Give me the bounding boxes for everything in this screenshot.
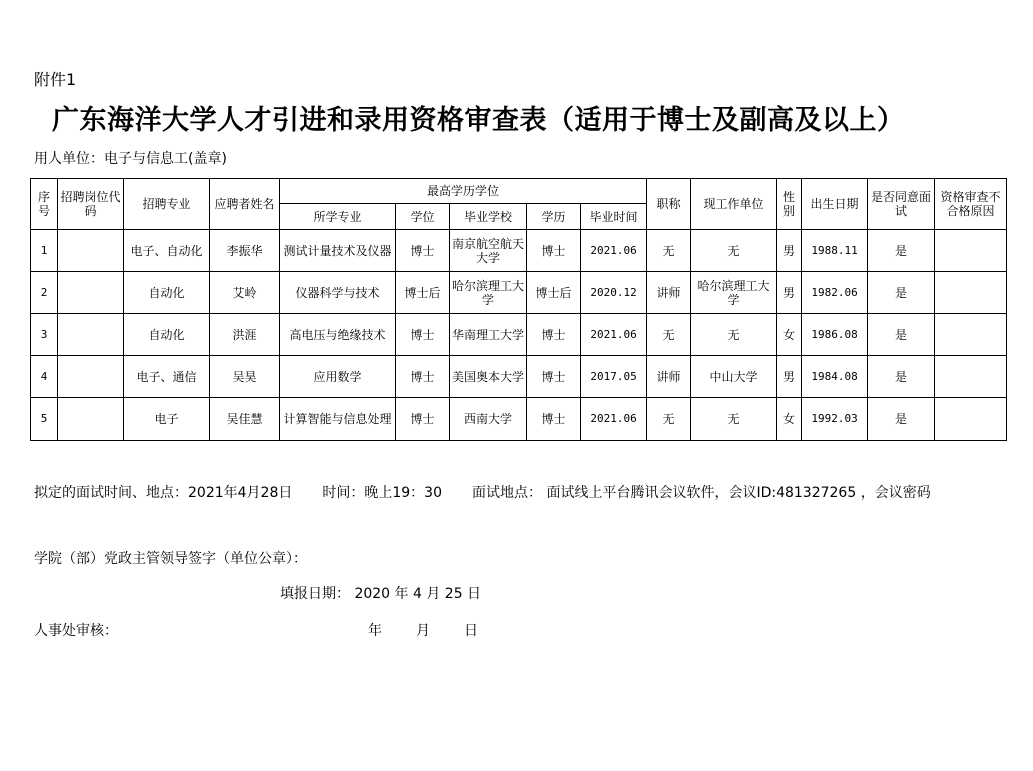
cell-title: 讲师 [647, 356, 691, 398]
cell-title: 无 [647, 398, 691, 441]
cell-workplace: 哈尔滨理工大学 [691, 272, 777, 314]
cell-post-code [58, 230, 124, 272]
header-grad-time: 毕业时间 [581, 204, 647, 230]
header-row-1 [31, 179, 1007, 204]
employer-unit-line: 用人单位：电子与信息工(盖章) [34, 151, 227, 167]
cell-major: 自动化 [124, 314, 210, 356]
cell-agree: 是 [868, 230, 935, 272]
year-label: 年 [368, 623, 382, 639]
cell-study-major: 测试计量技术及仪器 [280, 230, 396, 272]
cell-gender: 男 [777, 272, 802, 314]
header-seq: 序号 [31, 179, 58, 230]
cell-birth: 1988.11 [802, 230, 868, 272]
cell-education: 博士 [527, 398, 581, 441]
header-name: 应聘者姓名 [210, 179, 280, 230]
header-study-major: 所学专业 [280, 204, 396, 230]
cell-seq: 3 [31, 314, 58, 356]
cell-reason [935, 356, 1007, 398]
table-row [31, 398, 1007, 441]
cell-degree: 博士 [396, 230, 450, 272]
cell-name: 李振华 [210, 230, 280, 272]
cell-reason [935, 272, 1007, 314]
cell-workplace: 无 [691, 314, 777, 356]
cell-study-major: 应用数学 [280, 356, 396, 398]
table-row [31, 230, 1007, 272]
cell-birth: 1984.08 [802, 356, 868, 398]
document-title: 广东海洋大学人才引进和录用资格审查表（适用于博士及副高及以上） [52, 105, 905, 136]
leader-signature-line: 学院（部）党政主管领导签字（单位公章）： [34, 551, 307, 567]
cell-degree: 博士 [396, 398, 450, 441]
qualification-table [30, 178, 1007, 441]
cell-seq: 1 [31, 230, 58, 272]
cell-reason [935, 398, 1007, 441]
interview-place: 面试地点： 面试线上平台腾讯会议软件，会议ID:481327265 ，会议密码 [472, 485, 931, 501]
month-label: 月 [416, 623, 430, 639]
cell-title: 讲师 [647, 272, 691, 314]
interview-info-line [34, 482, 1006, 502]
cell-workplace: 无 [691, 398, 777, 441]
cell-gender: 女 [777, 398, 802, 441]
header-birth: 出生日期 [802, 179, 868, 230]
table-row [31, 272, 1007, 314]
cell-workplace: 无 [691, 230, 777, 272]
cell-post-code [58, 398, 124, 441]
cell-grad-time: 2020.12 [581, 272, 647, 314]
cell-education: 博士 [527, 356, 581, 398]
cell-seq: 5 [31, 398, 58, 441]
cell-gender: 女 [777, 314, 802, 356]
header-workplace: 现工作单位 [691, 179, 777, 230]
cell-seq: 2 [31, 272, 58, 314]
cell-major: 自动化 [124, 272, 210, 314]
attachment-label: 附件1 [34, 70, 77, 89]
hr-review-date [368, 620, 512, 640]
cell-school: 西南大学 [450, 398, 527, 441]
cell-degree: 博士后 [396, 272, 450, 314]
cell-post-code [58, 356, 124, 398]
cell-gender: 男 [777, 356, 802, 398]
cell-study-major: 仪器科学与技术 [280, 272, 396, 314]
interview-time: 时间：晚上19：30 [322, 485, 442, 501]
cell-title: 无 [647, 230, 691, 272]
cell-school: 南京航空航天大学 [450, 230, 527, 272]
cell-grad-time: 2021.06 [581, 230, 647, 272]
interview-date: 拟定的面试时间、地点：2021年4月28日 [34, 485, 293, 501]
cell-school: 美国奥本大学 [450, 356, 527, 398]
cell-agree: 是 [868, 272, 935, 314]
day-label: 日 [464, 623, 478, 639]
cell-agree: 是 [868, 356, 935, 398]
cell-name: 吴佳慧 [210, 398, 280, 441]
header-title: 职称 [647, 179, 691, 230]
cell-degree: 博士 [396, 314, 450, 356]
table-row [31, 314, 1007, 356]
cell-post-code [58, 314, 124, 356]
cell-education: 博士 [527, 230, 581, 272]
header-agree: 是否同意面试 [868, 179, 935, 230]
cell-grad-time: 2021.06 [581, 314, 647, 356]
cell-education: 博士后 [527, 272, 581, 314]
cell-agree: 是 [868, 398, 935, 441]
header-reason: 资格审查不合格原因 [935, 179, 1007, 230]
header-education: 学历 [527, 204, 581, 230]
header-post-code: 招聘岗位代码 [58, 179, 124, 230]
cell-study-major: 计算智能与信息处理 [280, 398, 396, 441]
cell-birth: 1986.08 [802, 314, 868, 356]
cell-school: 华南理工大学 [450, 314, 527, 356]
hr-review-label: 人事处审核： [34, 623, 118, 639]
cell-name: 艾岭 [210, 272, 280, 314]
cell-reason [935, 314, 1007, 356]
cell-post-code [58, 272, 124, 314]
header-gender: 性别 [777, 179, 802, 230]
table-row [31, 356, 1007, 398]
fill-date-line: 填报日期： 2020 年 4 月 25 日 [280, 586, 482, 602]
cell-school: 哈尔滨理工大学 [450, 272, 527, 314]
cell-major: 电子、自动化 [124, 230, 210, 272]
cell-seq: 4 [31, 356, 58, 398]
header-degree-group: 最高学历学位 [280, 179, 647, 204]
header-major: 招聘专业 [124, 179, 210, 230]
cell-reason [935, 230, 1007, 272]
header-school: 毕业学校 [450, 204, 527, 230]
cell-name: 洪涯 [210, 314, 280, 356]
cell-major: 电子、通信 [124, 356, 210, 398]
cell-birth: 1992.03 [802, 398, 868, 441]
cell-title: 无 [647, 314, 691, 356]
cell-education: 博士 [527, 314, 581, 356]
cell-grad-time: 2017.05 [581, 356, 647, 398]
cell-grad-time: 2021.06 [581, 398, 647, 441]
cell-agree: 是 [868, 314, 935, 356]
cell-study-major: 高电压与绝缘技术 [280, 314, 396, 356]
header-degree: 学位 [396, 204, 450, 230]
cell-degree: 博士 [396, 356, 450, 398]
cell-workplace: 中山大学 [691, 356, 777, 398]
cell-birth: 1982.06 [802, 272, 868, 314]
cell-gender: 男 [777, 230, 802, 272]
cell-name: 吴昊 [210, 356, 280, 398]
cell-major: 电子 [124, 398, 210, 441]
